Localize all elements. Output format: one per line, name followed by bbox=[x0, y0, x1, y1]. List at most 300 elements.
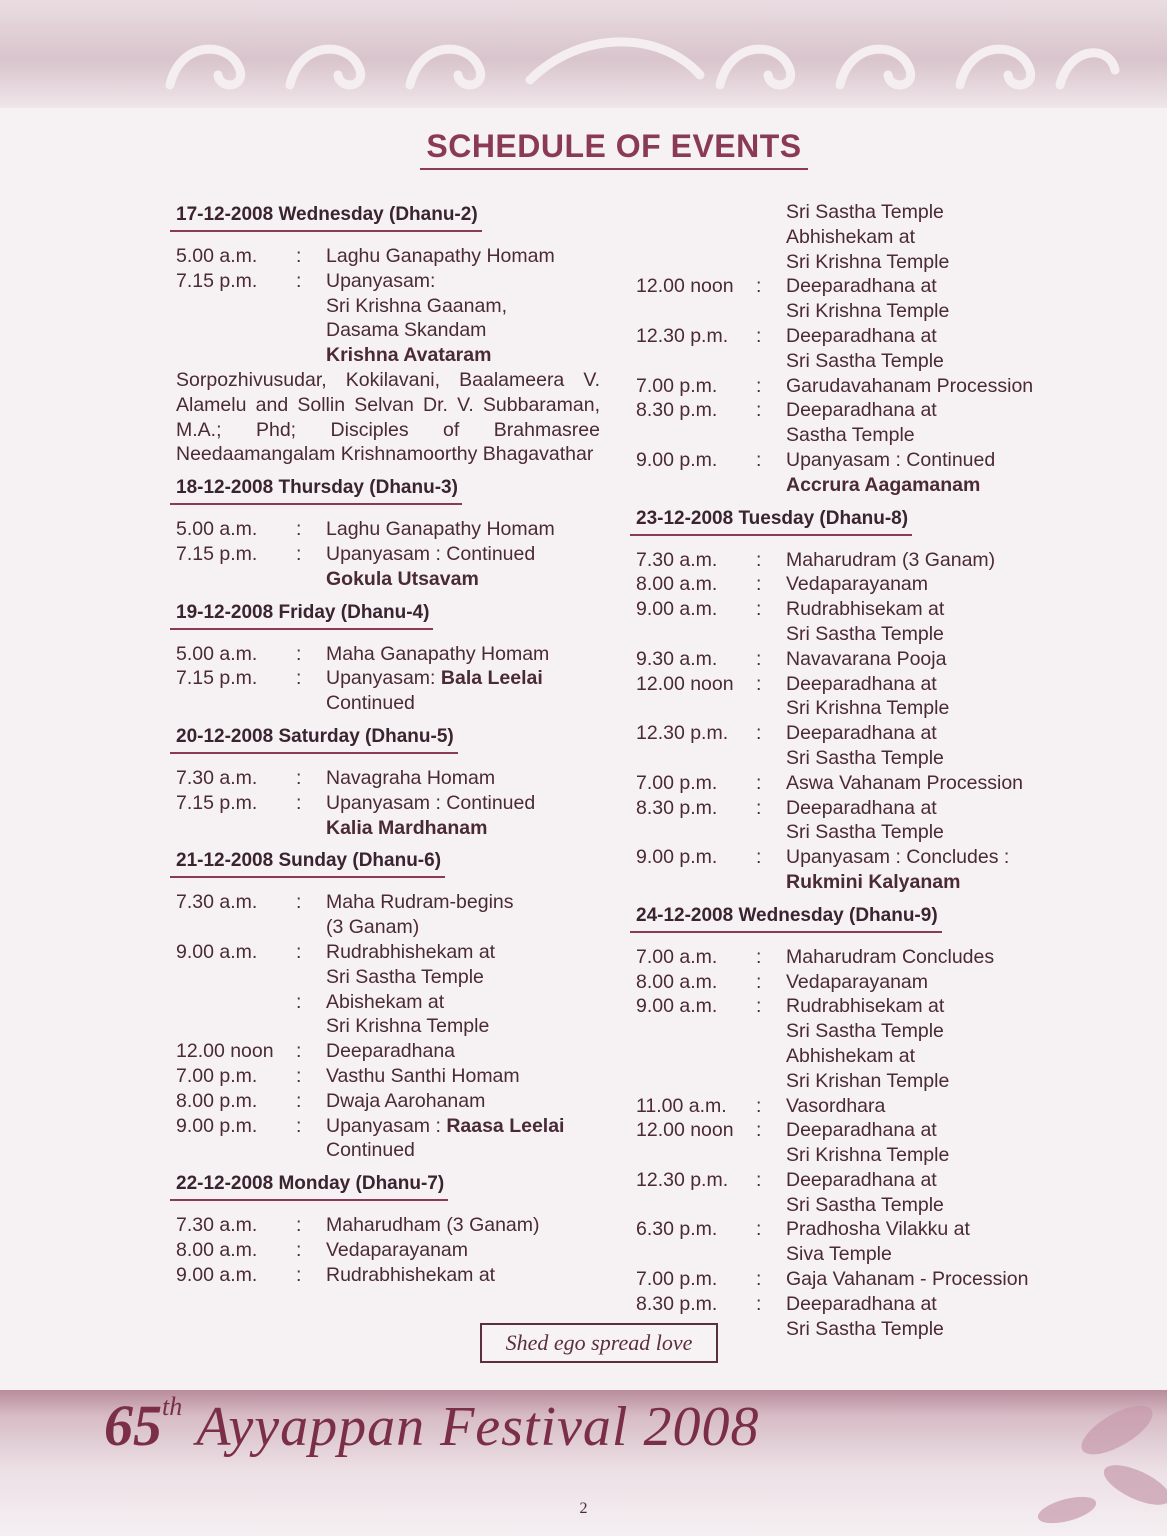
schedule-row bbox=[630, 448, 1070, 473]
event-time: 9.00 a.m. bbox=[176, 1263, 258, 1286]
time-separator: : bbox=[756, 598, 762, 621]
event-time: 9.00 p.m. bbox=[176, 1114, 258, 1137]
title-underline bbox=[420, 168, 808, 170]
time-separator: : bbox=[756, 275, 762, 298]
event-description bbox=[786, 696, 1070, 721]
day-heading: 21-12-2008 Sunday (Dhanu-6) bbox=[170, 850, 445, 878]
event-time: 9.00 a.m. bbox=[636, 598, 718, 621]
schedule-row bbox=[170, 642, 610, 667]
event-description bbox=[326, 1114, 610, 1139]
schedule-row bbox=[170, 890, 610, 915]
schedule-row bbox=[170, 965, 610, 990]
day-heading: 23-12-2008 Tuesday (Dhanu-8) bbox=[630, 508, 912, 536]
event-description bbox=[786, 622, 1070, 647]
time-separator: : bbox=[756, 573, 762, 596]
event-text: Maharudham (3 Ganam) bbox=[326, 1214, 540, 1237]
event-title: Raasa Leelai bbox=[446, 1114, 565, 1137]
event-description bbox=[786, 1193, 1070, 1218]
event-description bbox=[786, 820, 1070, 845]
event-text: Pradhosha Vilakku at bbox=[786, 1218, 970, 1241]
event-text: Garudavahanam Procession bbox=[786, 374, 1034, 397]
schedule-row bbox=[630, 1242, 1070, 1267]
event-time: 7.30 a.m. bbox=[636, 548, 718, 571]
event-time: 8.00 p.m. bbox=[176, 1089, 258, 1112]
day-heading: 22-12-2008 Monday (Dhanu-7) bbox=[170, 1173, 448, 1201]
time-separator: : bbox=[296, 269, 302, 292]
event-description bbox=[326, 691, 610, 716]
time-separator: : bbox=[756, 672, 762, 695]
event-description bbox=[786, 597, 1070, 622]
event-description bbox=[786, 1267, 1070, 1292]
schedule-row bbox=[170, 294, 610, 319]
event-description bbox=[326, 1014, 610, 1039]
event-time: 7.30 a.m. bbox=[176, 891, 258, 914]
time-separator: : bbox=[296, 940, 302, 963]
event-text: Navavarana Pooja bbox=[786, 647, 947, 670]
schedule-row bbox=[170, 1263, 610, 1288]
schedule-row bbox=[630, 820, 1070, 845]
event-description bbox=[326, 244, 610, 269]
event-time: 7.00 p.m. bbox=[636, 374, 718, 397]
event-description bbox=[326, 318, 610, 343]
time-separator: : bbox=[296, 1263, 302, 1286]
time-separator: : bbox=[296, 766, 302, 789]
event-time: 7.15 p.m. bbox=[176, 269, 258, 292]
time-separator: : bbox=[296, 1214, 302, 1237]
event-text: Sri Sastha Temple bbox=[786, 201, 944, 223]
schedule-row bbox=[630, 845, 1070, 870]
event-text: Deeparadhana at bbox=[786, 1168, 937, 1191]
event-description bbox=[786, 1217, 1070, 1242]
event-time: 12.30 p.m. bbox=[636, 324, 729, 347]
schedule-row bbox=[630, 349, 1070, 374]
event-time: 6.30 p.m. bbox=[636, 1218, 718, 1241]
schedule-row bbox=[630, 200, 1070, 225]
event-description bbox=[786, 1168, 1070, 1193]
event-title: Kalia Mardhanam bbox=[326, 816, 488, 839]
event-description bbox=[786, 945, 1070, 970]
schedule-row bbox=[630, 672, 1070, 697]
schedule-row bbox=[630, 398, 1070, 423]
event-text: Navagraha Homam bbox=[326, 766, 496, 789]
schedule-row bbox=[170, 691, 610, 716]
event-text: Vedaparayanam bbox=[786, 573, 929, 596]
event-text: Sri Sastha Temple bbox=[786, 349, 944, 372]
event-text: Sri Krishna Temple bbox=[326, 1015, 490, 1038]
event-description bbox=[326, 642, 610, 667]
schedule-row bbox=[170, 343, 610, 368]
schedule-row bbox=[170, 915, 610, 940]
time-separator: : bbox=[756, 1119, 762, 1142]
event-time: 12.30 p.m. bbox=[636, 1168, 729, 1191]
event-time: 7.00 p.m. bbox=[636, 1268, 718, 1291]
schedule-row bbox=[630, 1193, 1070, 1218]
event-description bbox=[326, 1238, 610, 1263]
schedule-row bbox=[630, 1267, 1070, 1292]
event-description bbox=[786, 1044, 1070, 1069]
event-time: 8.30 p.m. bbox=[636, 796, 718, 819]
event-time: 12.00 noon bbox=[636, 672, 734, 695]
event-description bbox=[786, 870, 1070, 895]
schedule-row bbox=[630, 647, 1070, 672]
motto-box: Shed ego spread love bbox=[480, 1323, 718, 1363]
time-separator: : bbox=[756, 399, 762, 422]
schedule-row bbox=[630, 945, 1070, 970]
event-time: 8.30 p.m. bbox=[636, 399, 718, 422]
event-text: Sri Krishna Temple bbox=[786, 300, 950, 323]
event-text: Sri Sastha Temple bbox=[786, 746, 944, 769]
event-text: Maharudram (3 Ganam) bbox=[786, 548, 996, 571]
event-text: Siva Temple bbox=[786, 1243, 892, 1266]
event-text: Dasama Skandam bbox=[326, 319, 487, 342]
schedule-row bbox=[170, 244, 610, 269]
schedule-row bbox=[630, 423, 1070, 448]
event-text: Rudrabhishekam at bbox=[326, 1263, 496, 1286]
event-text: Maharudram Concludes bbox=[786, 945, 995, 968]
schedule-row bbox=[630, 597, 1070, 622]
event-text: Vedaparayanam bbox=[326, 1238, 469, 1261]
event-text: Continued bbox=[326, 692, 415, 715]
schedule-row bbox=[170, 1114, 610, 1139]
event-time: 7.30 a.m. bbox=[176, 1214, 258, 1237]
event-text: Sri Sastha Temple bbox=[326, 965, 484, 988]
event-description bbox=[786, 672, 1070, 697]
event-title: Bala Leelai bbox=[440, 667, 543, 690]
schedule-left-column bbox=[170, 194, 610, 1288]
event-description bbox=[786, 1143, 1070, 1168]
schedule-row bbox=[170, 1064, 610, 1089]
event-description bbox=[326, 915, 610, 940]
event-description bbox=[326, 816, 610, 841]
event-text: Sri Krishan Temple bbox=[786, 1069, 950, 1092]
event-text: Upanyasam : Continued bbox=[786, 448, 996, 471]
event-title: Gokula Utsavam bbox=[326, 567, 479, 590]
event-time: 12.00 noon bbox=[636, 1119, 734, 1142]
event-text: Upanyasam : Continued bbox=[326, 542, 536, 565]
page-number: 2 bbox=[579, 1500, 588, 1517]
event-text: Rudrabhishekam at bbox=[326, 940, 496, 963]
event-text: Aswa Vahanam Procession bbox=[786, 771, 1024, 794]
event-description bbox=[786, 1292, 1070, 1317]
event-description bbox=[786, 970, 1070, 995]
schedule-row bbox=[170, 1213, 610, 1238]
event-text: Sri Sastha Temple bbox=[786, 1317, 944, 1340]
schedule-row bbox=[630, 970, 1070, 995]
event-text: Vedaparayanam bbox=[786, 970, 929, 993]
time-separator: : bbox=[756, 448, 762, 471]
time-separator: : bbox=[756, 771, 762, 794]
schedule-row bbox=[630, 274, 1070, 299]
time-separator: : bbox=[296, 1114, 302, 1137]
schedule-row bbox=[170, 1089, 610, 1114]
day-heading: 19-12-2008 Friday (Dhanu-4) bbox=[170, 602, 433, 630]
time-separator: : bbox=[296, 1089, 302, 1112]
event-text: Deeparadhana at bbox=[786, 672, 937, 695]
schedule-row bbox=[630, 622, 1070, 647]
event-text: Upanyasam : bbox=[326, 1114, 447, 1137]
event-description bbox=[326, 791, 610, 816]
event-description bbox=[786, 225, 1070, 250]
event-text: Deeparadhana at bbox=[786, 399, 937, 422]
day-heading: 20-12-2008 Saturday (Dhanu-5) bbox=[170, 726, 458, 754]
event-description bbox=[326, 542, 610, 567]
schedule-row bbox=[630, 1019, 1070, 1044]
event-title: Krishna Avataram bbox=[326, 344, 492, 367]
event-description bbox=[786, 200, 1070, 225]
time-separator: : bbox=[296, 990, 302, 1013]
event-text: Sri Krishna Temple bbox=[786, 697, 950, 720]
event-text: Laghu Ganapathy Homam bbox=[326, 245, 555, 267]
schedule-row bbox=[630, 225, 1070, 250]
event-text: Gaja Vahanam - Procession bbox=[786, 1268, 1029, 1291]
schedule-row bbox=[170, 1014, 610, 1039]
event-text: Rudrabhisekam at bbox=[786, 995, 945, 1018]
time-separator: : bbox=[756, 970, 762, 993]
event-description bbox=[786, 994, 1070, 1019]
page-title: SCHEDULE OF EVENTS bbox=[426, 128, 802, 164]
time-separator: : bbox=[296, 642, 302, 665]
schedule-row bbox=[170, 1138, 610, 1163]
schedule-row bbox=[170, 318, 610, 343]
day-heading: 18-12-2008 Thursday (Dhanu-3) bbox=[170, 477, 462, 505]
event-description bbox=[786, 647, 1070, 672]
event-text: Sri Sastha Temple bbox=[786, 1020, 944, 1043]
schedule-row bbox=[630, 548, 1070, 573]
event-time: 7.00 p.m. bbox=[176, 1064, 258, 1087]
time-separator: : bbox=[756, 995, 762, 1018]
event-text: Laghu Ganapathy Homam bbox=[326, 518, 555, 541]
event-description bbox=[786, 721, 1070, 746]
event-description bbox=[786, 324, 1070, 349]
time-separator: : bbox=[296, 1238, 302, 1261]
schedule-row bbox=[170, 1039, 610, 1064]
event-text: Deeparadhana at bbox=[786, 275, 937, 298]
schedule-row bbox=[170, 791, 610, 816]
event-text: Maha Rudram-begins bbox=[326, 891, 514, 914]
event-description bbox=[326, 890, 610, 915]
event-time: 11.00 a.m. bbox=[636, 1094, 727, 1117]
day-heading: 17-12-2008 Wednesday (Dhanu-2) bbox=[170, 204, 482, 232]
schedule-row bbox=[630, 1217, 1070, 1242]
event-description bbox=[786, 250, 1070, 275]
time-separator: : bbox=[756, 1268, 762, 1291]
time-separator: : bbox=[756, 1292, 762, 1315]
schedule-row bbox=[630, 1094, 1070, 1119]
event-time: 9.00 a.m. bbox=[636, 995, 718, 1018]
day-heading: 24-12-2008 Wednesday (Dhanu-9) bbox=[630, 905, 942, 933]
event-description bbox=[786, 398, 1070, 423]
event-time: 9.00 p.m. bbox=[636, 846, 718, 869]
event-text: Deeparadhana at bbox=[786, 324, 937, 347]
event-description bbox=[326, 1039, 610, 1064]
schedule-row bbox=[630, 374, 1070, 399]
schedule-row bbox=[630, 1292, 1070, 1317]
time-separator: : bbox=[756, 796, 762, 819]
event-text: Abhishekam at bbox=[786, 1044, 915, 1067]
schedule-row bbox=[630, 1044, 1070, 1069]
schedule-row bbox=[630, 1069, 1070, 1094]
event-text: Sri Sastha Temple bbox=[786, 821, 944, 844]
schedule-row bbox=[630, 572, 1070, 597]
schedule-row bbox=[170, 1238, 610, 1263]
event-description bbox=[786, 1242, 1070, 1267]
event-text: Abhishekam at bbox=[786, 225, 915, 248]
schedule-row bbox=[170, 766, 610, 791]
schedule-row bbox=[630, 324, 1070, 349]
event-text: Vasthu Santhi Homam bbox=[326, 1064, 520, 1087]
event-text: Vasordhara bbox=[786, 1094, 886, 1117]
event-text: Deeparadhana at bbox=[786, 796, 937, 819]
schedule-row bbox=[170, 269, 610, 294]
schedule-row bbox=[630, 721, 1070, 746]
schedule-row bbox=[170, 567, 610, 592]
event-description bbox=[326, 940, 610, 965]
schedule-row bbox=[170, 666, 610, 691]
time-separator: : bbox=[756, 324, 762, 347]
schedule-row bbox=[170, 990, 610, 1015]
time-separator: : bbox=[296, 542, 302, 565]
event-description bbox=[326, 965, 610, 990]
time-separator: : bbox=[756, 1094, 762, 1117]
event-time: 12.00 noon bbox=[636, 275, 734, 298]
event-time: 9.00 a.m. bbox=[176, 940, 258, 963]
schedule-row bbox=[630, 994, 1070, 1019]
event-description bbox=[786, 1019, 1070, 1044]
schedule-row bbox=[630, 299, 1070, 324]
event-time: 12.30 p.m. bbox=[636, 722, 729, 745]
event-description bbox=[786, 746, 1070, 771]
event-description bbox=[326, 1064, 610, 1089]
event-text: Maha Ganapathy Homam bbox=[326, 642, 550, 665]
event-description bbox=[326, 567, 610, 592]
event-title: Accrura Aagamanam bbox=[786, 473, 981, 496]
event-time: 7.15 p.m. bbox=[176, 791, 258, 814]
event-text: Upanyasam : Continued bbox=[326, 791, 536, 814]
event-text: Abishekam at bbox=[326, 990, 445, 1013]
swirl-border-ornament bbox=[160, 30, 1120, 100]
schedule-row bbox=[630, 473, 1070, 498]
time-separator: : bbox=[756, 374, 762, 397]
event-description bbox=[786, 548, 1070, 573]
event-time: 7.00 a.m. bbox=[636, 945, 718, 968]
time-separator: : bbox=[296, 667, 302, 690]
event-time: 5.00 a.m. bbox=[176, 245, 258, 267]
event-description bbox=[326, 517, 610, 542]
event-text: Deeparadhana at bbox=[786, 722, 937, 745]
event-description bbox=[786, 374, 1070, 399]
event-description bbox=[786, 845, 1070, 870]
event-description bbox=[786, 448, 1070, 473]
event-text: Upanyasam: bbox=[326, 667, 441, 690]
schedule-row bbox=[630, 1143, 1070, 1168]
event-description bbox=[786, 572, 1070, 597]
event-description bbox=[786, 473, 1070, 498]
festival-number-suffix: th bbox=[162, 1392, 183, 1421]
schedule-row bbox=[630, 1168, 1070, 1193]
event-time: 7.15 p.m. bbox=[176, 667, 258, 690]
schedule-row bbox=[630, 870, 1070, 895]
event-description bbox=[326, 294, 610, 319]
time-separator: : bbox=[296, 245, 302, 267]
schedule-row bbox=[630, 796, 1070, 821]
event-time: 9.30 a.m. bbox=[636, 647, 718, 670]
event-description bbox=[786, 423, 1070, 448]
event-description bbox=[786, 1094, 1070, 1119]
schedule-right-column bbox=[630, 200, 1070, 1341]
event-description bbox=[786, 796, 1070, 821]
schedule-row bbox=[170, 542, 610, 567]
event-time: 7.30 a.m. bbox=[176, 766, 258, 789]
event-description bbox=[326, 343, 610, 368]
time-separator: : bbox=[756, 722, 762, 745]
event-time: 12.00 noon bbox=[176, 1040, 274, 1063]
festival-banner bbox=[104, 1392, 759, 1459]
schedule-row bbox=[170, 816, 610, 841]
event-text: Deeparadhana at bbox=[786, 1119, 937, 1142]
time-separator: : bbox=[756, 647, 762, 670]
schedule-row bbox=[630, 250, 1070, 275]
event-description bbox=[326, 990, 610, 1015]
event-text: Sri Krishna Temple bbox=[786, 250, 950, 273]
event-time: 5.00 a.m. bbox=[176, 642, 258, 665]
event-time: 8.00 a.m. bbox=[636, 573, 718, 596]
event-description bbox=[326, 666, 610, 691]
event-description bbox=[326, 1089, 610, 1114]
event-time: 9.00 p.m. bbox=[636, 448, 718, 471]
event-time: 8.00 a.m. bbox=[176, 1238, 258, 1261]
event-text: Rudrabhisekam at bbox=[786, 598, 945, 621]
event-text: Upanyasam: bbox=[326, 269, 436, 292]
time-separator: : bbox=[756, 945, 762, 968]
time-separator: : bbox=[296, 1040, 302, 1063]
event-description bbox=[326, 1213, 610, 1238]
time-separator: : bbox=[296, 791, 302, 814]
event-text: Dwaja Aarohanam bbox=[326, 1089, 486, 1112]
event-title: Rukmini Kalyanam bbox=[786, 870, 961, 893]
event-description bbox=[786, 1118, 1070, 1143]
festival-number: 65 bbox=[104, 1393, 162, 1458]
event-description bbox=[326, 1263, 610, 1288]
event-time: 7.15 p.m. bbox=[176, 542, 258, 565]
event-time: 8.00 a.m. bbox=[636, 970, 718, 993]
event-description bbox=[786, 349, 1070, 374]
time-separator: : bbox=[296, 518, 302, 541]
event-text: Sri Krishna Temple bbox=[786, 1144, 950, 1167]
time-separator: : bbox=[756, 1218, 762, 1241]
time-separator: : bbox=[756, 846, 762, 869]
event-text: (3 Ganam) bbox=[326, 916, 420, 939]
event-description bbox=[786, 1317, 1070, 1342]
event-text: Sastha Temple bbox=[786, 424, 915, 447]
performers-note: Sorpozhivusudar, Kokilavani, Baalameera V. Alamelu and Sollin Selvan Dr. V. Subbaraman, M.A.; Phd; Disciples of Brahmasree Needaamangalam Krishnamoorthy Bhagavathar bbox=[176, 368, 600, 466]
event-text: Deeparadhana bbox=[326, 1040, 456, 1063]
festival-name: Ayyappan Festival 2008 bbox=[196, 1396, 760, 1458]
event-description bbox=[786, 299, 1070, 324]
event-text: Continued bbox=[326, 1139, 415, 1162]
schedule-row bbox=[630, 771, 1070, 796]
time-separator: : bbox=[756, 1168, 762, 1191]
time-separator: : bbox=[296, 1064, 302, 1087]
event-description bbox=[786, 274, 1070, 299]
event-description bbox=[786, 1069, 1070, 1094]
event-time: 5.00 a.m. bbox=[176, 518, 258, 541]
event-description bbox=[326, 269, 610, 294]
schedule-row bbox=[630, 746, 1070, 771]
event-text: Upanyasam : Concludes : bbox=[786, 846, 1010, 869]
event-description bbox=[326, 1138, 610, 1163]
event-description bbox=[786, 771, 1070, 796]
event-text: Sri Krishna Gaanam, bbox=[326, 294, 507, 317]
